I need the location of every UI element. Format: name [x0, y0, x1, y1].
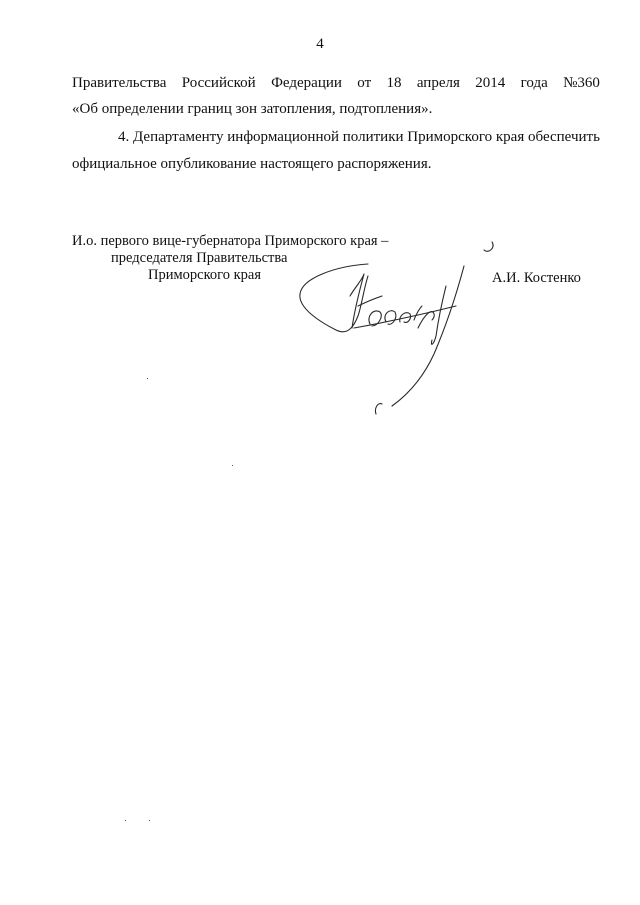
body-line-1-word: Российской	[181, 75, 256, 91]
body-line-2: «Об определении границ зон затопления, подтопления».	[72, 101, 433, 117]
body-line-3-word: Приморского	[407, 129, 493, 145]
page-number: 4	[316, 36, 324, 52]
signer-title-line-3: Приморского края	[148, 267, 262, 283]
signer-title-line-1: И.о. первого вице-губернатора Приморского края –	[72, 233, 389, 249]
signer-title-line-2: председателя Правительства	[111, 250, 288, 266]
body-line-1-word: от	[357, 75, 372, 91]
body-line-3-word: обеспечить	[528, 129, 600, 145]
body-line-3-word: политики	[342, 129, 404, 145]
scan-speck	[149, 820, 150, 821]
body-line-1-word: апреля	[416, 75, 460, 91]
scan-speck	[125, 820, 126, 821]
body-line-1-word: Правительства	[72, 75, 167, 91]
body-line-3	[118, 128, 600, 146]
body-line-3-word: информационной	[227, 129, 340, 145]
handwritten-signature	[296, 236, 496, 416]
signer-name: А.И. Костенко	[492, 270, 581, 286]
body-line-1	[72, 74, 600, 92]
body-line-3-word: 4.	[118, 129, 130, 145]
body-line-1-word: №360	[563, 75, 600, 91]
body-line-1-word: года	[520, 75, 548, 91]
body-line-1-word: 2014	[475, 75, 506, 91]
scan-speck	[232, 465, 233, 466]
body-line-3-word: Департаменту	[133, 129, 224, 145]
scan-speck	[147, 378, 148, 379]
body-line-3-word: края	[495, 129, 525, 145]
body-line-4: официальное опубликование настоящего распоряжения.	[72, 156, 432, 172]
body-line-1-word: Федерации	[271, 75, 342, 91]
body-line-1-word: 18	[386, 75, 402, 91]
